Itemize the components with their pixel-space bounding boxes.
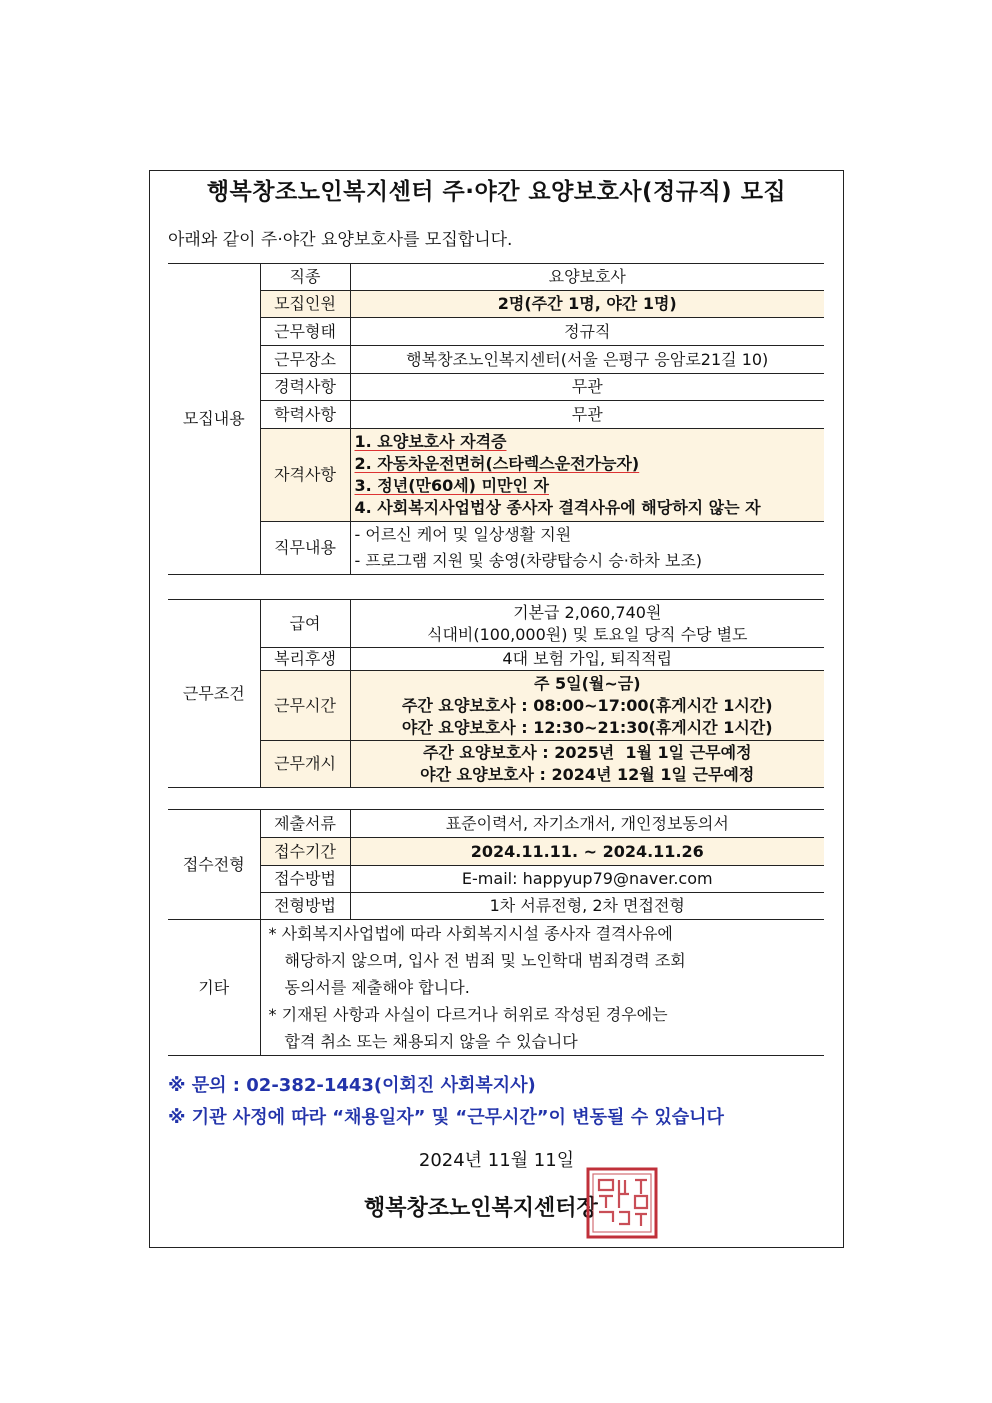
- salary-line: 식대비(100,000원) 및 토요일 당직 수당 별도: [427, 624, 748, 644]
- education-label: 학력사항: [260, 401, 350, 429]
- location-label: 근무장소: [260, 346, 350, 374]
- duty-item: - 프로그램 지원 및 송영(차량탑승시 승·하차 보조): [354, 551, 703, 570]
- duties-list: [350, 522, 824, 575]
- benefits-label: 복리후생: [260, 648, 350, 671]
- other-line: 해당하지 않으며, 입사 전 범죄 및 노인학대 범죄경력 조회: [284, 951, 686, 970]
- employment-value: 정규직: [350, 318, 824, 346]
- duty-item: - 어르신 케어 및 일상생활 지원: [354, 525, 572, 544]
- start-line: 주간 요양보호사 : 2025년 1월 1일 근무예정: [422, 743, 752, 762]
- change-notice: ※ 기관 사정에 따라 “채용일자” 및 “근무시간”이 변동될 수 있습니다: [168, 1107, 724, 1128]
- period-label: 접수기간: [260, 838, 350, 866]
- conditions-table: [168, 599, 824, 788]
- start-value: [350, 741, 824, 788]
- job-type-label: 직종: [260, 264, 350, 291]
- job-type-value: 요양보호사: [350, 264, 824, 291]
- page-title: 행복창조노인복지센터 주·야간 요양보호사(정규직) 모집: [206, 179, 787, 205]
- start-line: 야간 요양보호사 : 2024년 12월 1일 근무예정: [420, 765, 755, 784]
- recruit-table: [168, 263, 824, 575]
- headcount-value: 2명(주간 1명, 야간 1명): [350, 291, 824, 318]
- employment-label: 근무형태: [260, 318, 350, 346]
- headcount-label: 모집인원: [260, 291, 350, 318]
- other-line: 동의서를 제출해야 합니다.: [284, 978, 470, 997]
- process-value: 1차 서류전형, 2차 면접전형: [350, 893, 824, 920]
- experience-label: 경력사항: [260, 374, 350, 401]
- benefits-value: 4대 보험 가입, 퇴직적립: [350, 648, 824, 671]
- hours-line: 야간 요양보호사 : 12:30~21:30(휴게시간 1시간): [401, 717, 773, 737]
- method-label: 접수방법: [260, 866, 350, 893]
- salary-value: [350, 600, 824, 648]
- issue-date: 2024년 11월 11일: [418, 1150, 575, 1171]
- conditions-category: 근무조건: [168, 600, 260, 788]
- documents-label: 제출서류: [260, 810, 350, 838]
- qualification-item: 1. 요양보호사 자격증: [354, 432, 507, 451]
- other-line: * 기재된 사항과 사실이 다르거나 허위로 작성된 경우에는: [268, 1005, 668, 1024]
- other-notes: [260, 920, 824, 1056]
- other-line: * 사회복지사업법에 따라 사회복지시설 종사자 결격사유에: [268, 924, 673, 943]
- hours-label: 근무시간: [260, 671, 350, 741]
- qualifications-list: [350, 429, 824, 522]
- hours-value: [350, 671, 824, 741]
- other-line: 합격 취소 또는 채용되지 않을 수 있습니다: [284, 1032, 578, 1051]
- method-value: E-mail: happyup79@naver.com: [350, 866, 824, 893]
- recruit-category: 모집내용: [168, 264, 260, 575]
- qualification-item: 4. 사회복지사업법상 종사자 결격사유에 해당하지 않는 자: [354, 498, 761, 517]
- hours-line: 주간 요양보호사 : 08:00~17:00(휴게시간 1시간): [401, 695, 773, 715]
- period-value: 2024.11.11. ~ 2024.11.26: [350, 838, 824, 866]
- duties-label: 직무내용: [260, 522, 350, 575]
- experience-value: 무관: [350, 374, 824, 401]
- qualifications-label: 자격사항: [260, 429, 350, 522]
- organization-name: 행복창조노인복지센터장: [364, 1196, 598, 1221]
- application-category: 접수전형: [168, 810, 260, 920]
- education-value: 무관: [350, 401, 824, 429]
- documents-value: 표준이력서, 자기소개서, 개인정보동의서: [350, 810, 824, 838]
- recruitment-notice: [149, 170, 844, 1248]
- qualification-item: 3. 정년(만60세) 미만인 자: [354, 476, 549, 495]
- qualification-item: 2. 자동차운전면허(스타렉스운전가능자): [354, 454, 640, 473]
- process-label: 전형방법: [260, 893, 350, 920]
- other-category: 기타: [168, 920, 260, 1056]
- application-table: [168, 809, 824, 1056]
- intro-text: 아래와 같이 주·야간 요양보호사를 모집합니다.: [168, 230, 513, 250]
- official-seal-icon: [585, 1166, 659, 1240]
- contact-notice: ※ 문의 : 02-382-1443(이회진 사회복지사): [168, 1075, 536, 1096]
- salary-label: 급여: [260, 600, 350, 648]
- salary-line: 기본급 2,060,740원: [513, 602, 662, 622]
- location-value: 행복창조노인복지센터(서울 은평구 응암로21길 10): [350, 346, 824, 374]
- start-label: 근무개시: [260, 741, 350, 788]
- hours-line: 주 5일(월~금): [533, 673, 641, 693]
